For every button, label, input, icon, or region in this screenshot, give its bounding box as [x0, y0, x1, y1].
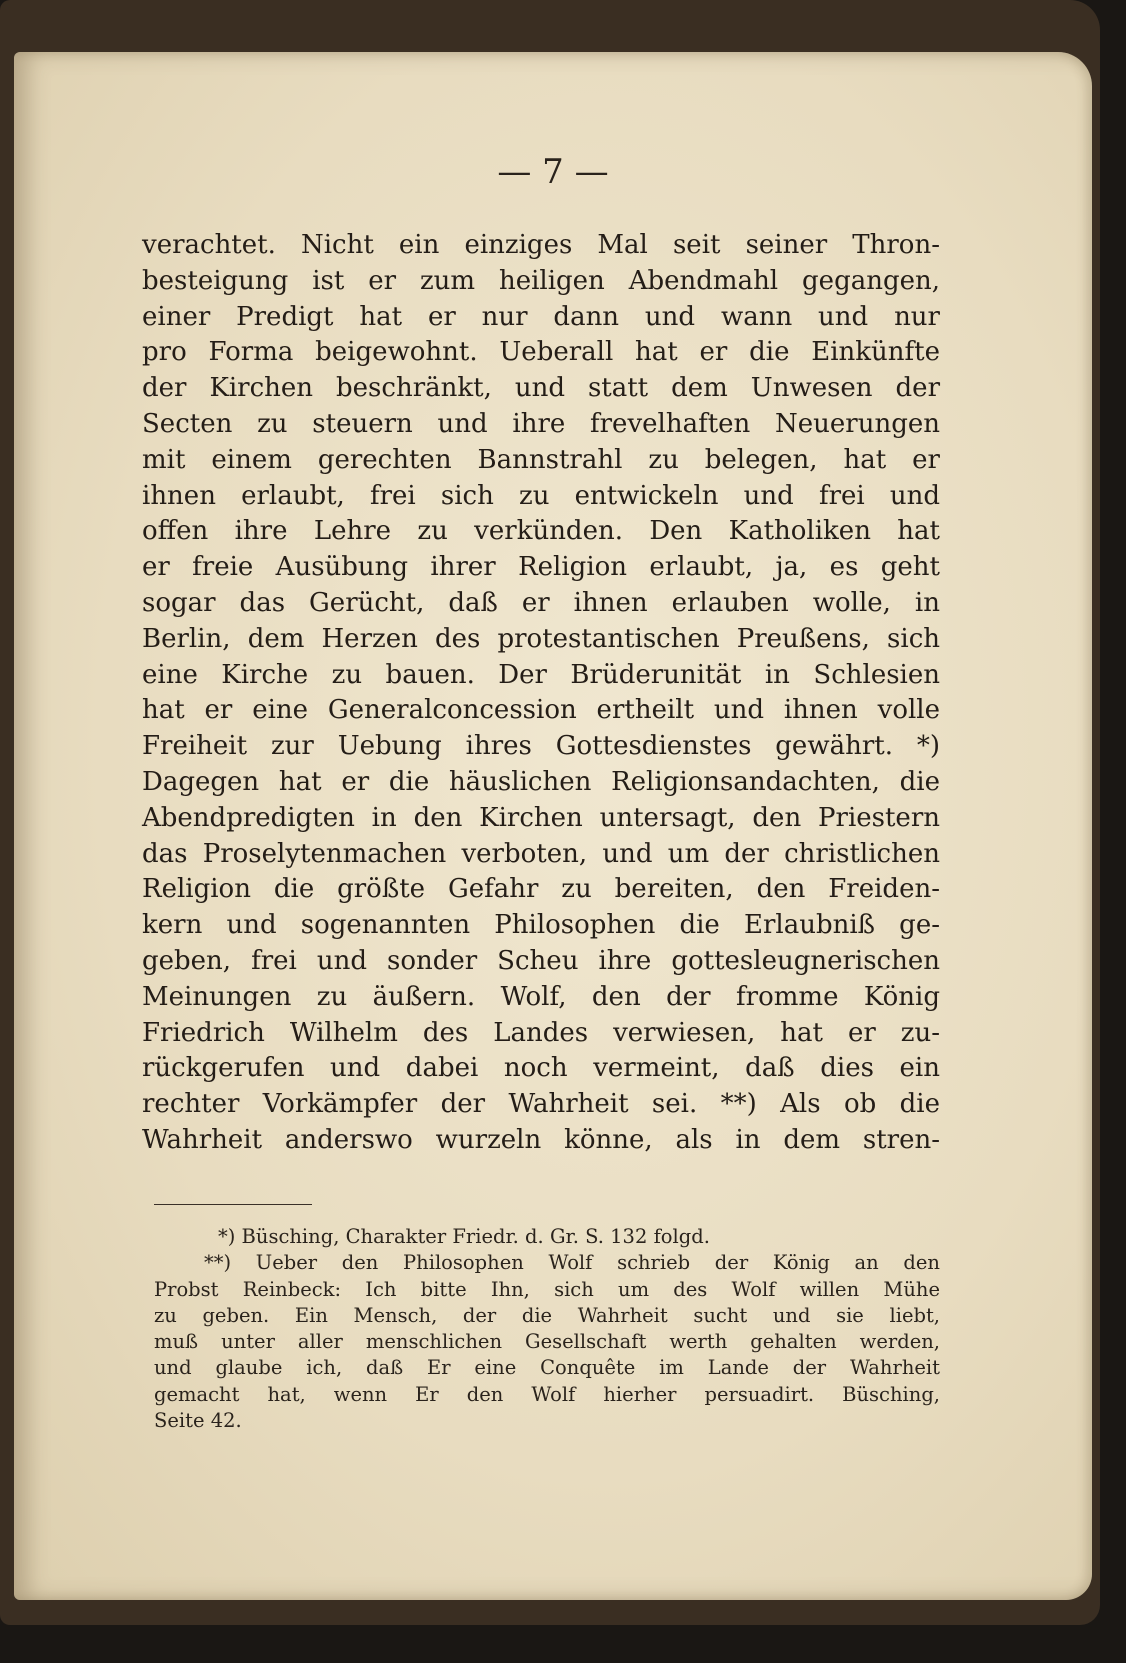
body-line: sogar das Gerücht, daß er ihnen erlauben wolle, in: [142, 587, 940, 618]
body-line: besteigung ist er zum heiligen Abendmahl gegangen,: [142, 265, 940, 296]
body-line: rückgerufen und dabei noch vermeint, daß dies ein: [142, 1053, 940, 1084]
body-line: der Kirchen beschränkt, und statt dem Unwesen der: [142, 373, 940, 404]
body-line: Meinungen zu äußern. Wolf, den der fromme König: [142, 981, 940, 1012]
body-line: Freiheit zur Uebung ihres Gottesdienstes gewährt. *): [142, 731, 940, 762]
body-line: eine Kirche zu bauen. Der Brüderunität in Schlesien: [142, 659, 940, 690]
body-line: kern und sogenannten Philosophen die Erlaubniß ge-: [142, 910, 940, 941]
page-number: — 7 —: [497, 152, 609, 192]
body-line: Secten zu steuern und ihre frevelhaften Neuerungen: [142, 408, 940, 439]
body-line: er freie Ausübung ihrer Religion erlaubt, ja, es geht: [142, 552, 940, 583]
body-line: Wahrheit anderswo wurzeln könne, als in dem stren-: [142, 1124, 940, 1155]
body-line: verachtet. Nicht ein einziges Mal seit seiner Thron-: [142, 230, 940, 260]
footnote-line: gemacht hat, wenn Er den Wolf hierher persuadirt. Büsching,: [154, 1382, 940, 1406]
footnote-line: Probst Reinbeck: Ich bitte Ihn, sich um des Wolf willen Mühe: [154, 1277, 940, 1301]
body-line: mit einem gerechten Bannstrahl zu belegen, hat er: [142, 444, 940, 475]
footnotes: [154, 1224, 940, 1434]
book-page: [14, 52, 1092, 1600]
footnote-line: **) Ueber den Philosophen Wolf schrieb der König an den: [204, 1251, 940, 1275]
body-line: Religion die größte Gefahr zu bereiten, den Freiden-: [142, 874, 940, 905]
body-text: [142, 228, 940, 1159]
footnote-line: Seite 42.: [154, 1409, 242, 1433]
body-line: Abendpredigten in den Kirchen untersagt, den Priestern: [142, 802, 940, 833]
body-line: geben, frei und sonder Scheu ihre gottesleugnerischen: [142, 945, 940, 976]
body-line: rechter Vorkämpfer der Wahrheit sei. **) Als ob die: [142, 1089, 940, 1120]
body-line: das Proselytenmachen verboten, und um der christlichen: [142, 838, 940, 869]
body-line: einer Predigt hat er nur dann und wann und nur: [142, 301, 940, 332]
body-line: ihnen erlaubt, frei sich zu entwickeln und frei und: [142, 480, 940, 511]
body-line: Friedrich Wilhelm des Landes verwiesen, hat er zu-: [142, 1017, 940, 1048]
footnote-line: muß unter aller menschlichen Gesellschaft werth gehalten werden,: [154, 1330, 940, 1354]
body-line: Dagegen hat er die häuslichen Religionsandachten, die: [142, 766, 940, 797]
body-line: offen ihre Lehre zu verkünden. Den Katholiken hat: [142, 516, 940, 547]
footnote-line: und glaube ich, daß Er eine Conquête im Lande der Wahrheit: [154, 1356, 940, 1380]
footnote-divider: [154, 1204, 312, 1205]
footnote-line: *) Büsching, Charakter Friedr. d. Gr. S. 132 folgd.: [218, 1225, 710, 1248]
body-line: Berlin, dem Herzen des protestantischen Preußens, sich: [142, 623, 940, 654]
body-line: hat er eine Generalconcession ertheilt und ihnen volle: [142, 695, 940, 726]
footnote-line: zu geben. Ein Mensch, der die Wahrheit sucht und sie liebt,: [154, 1303, 940, 1327]
body-line: pro Forma beigewohnt. Ueberall hat er die Einkünfte: [142, 337, 940, 368]
